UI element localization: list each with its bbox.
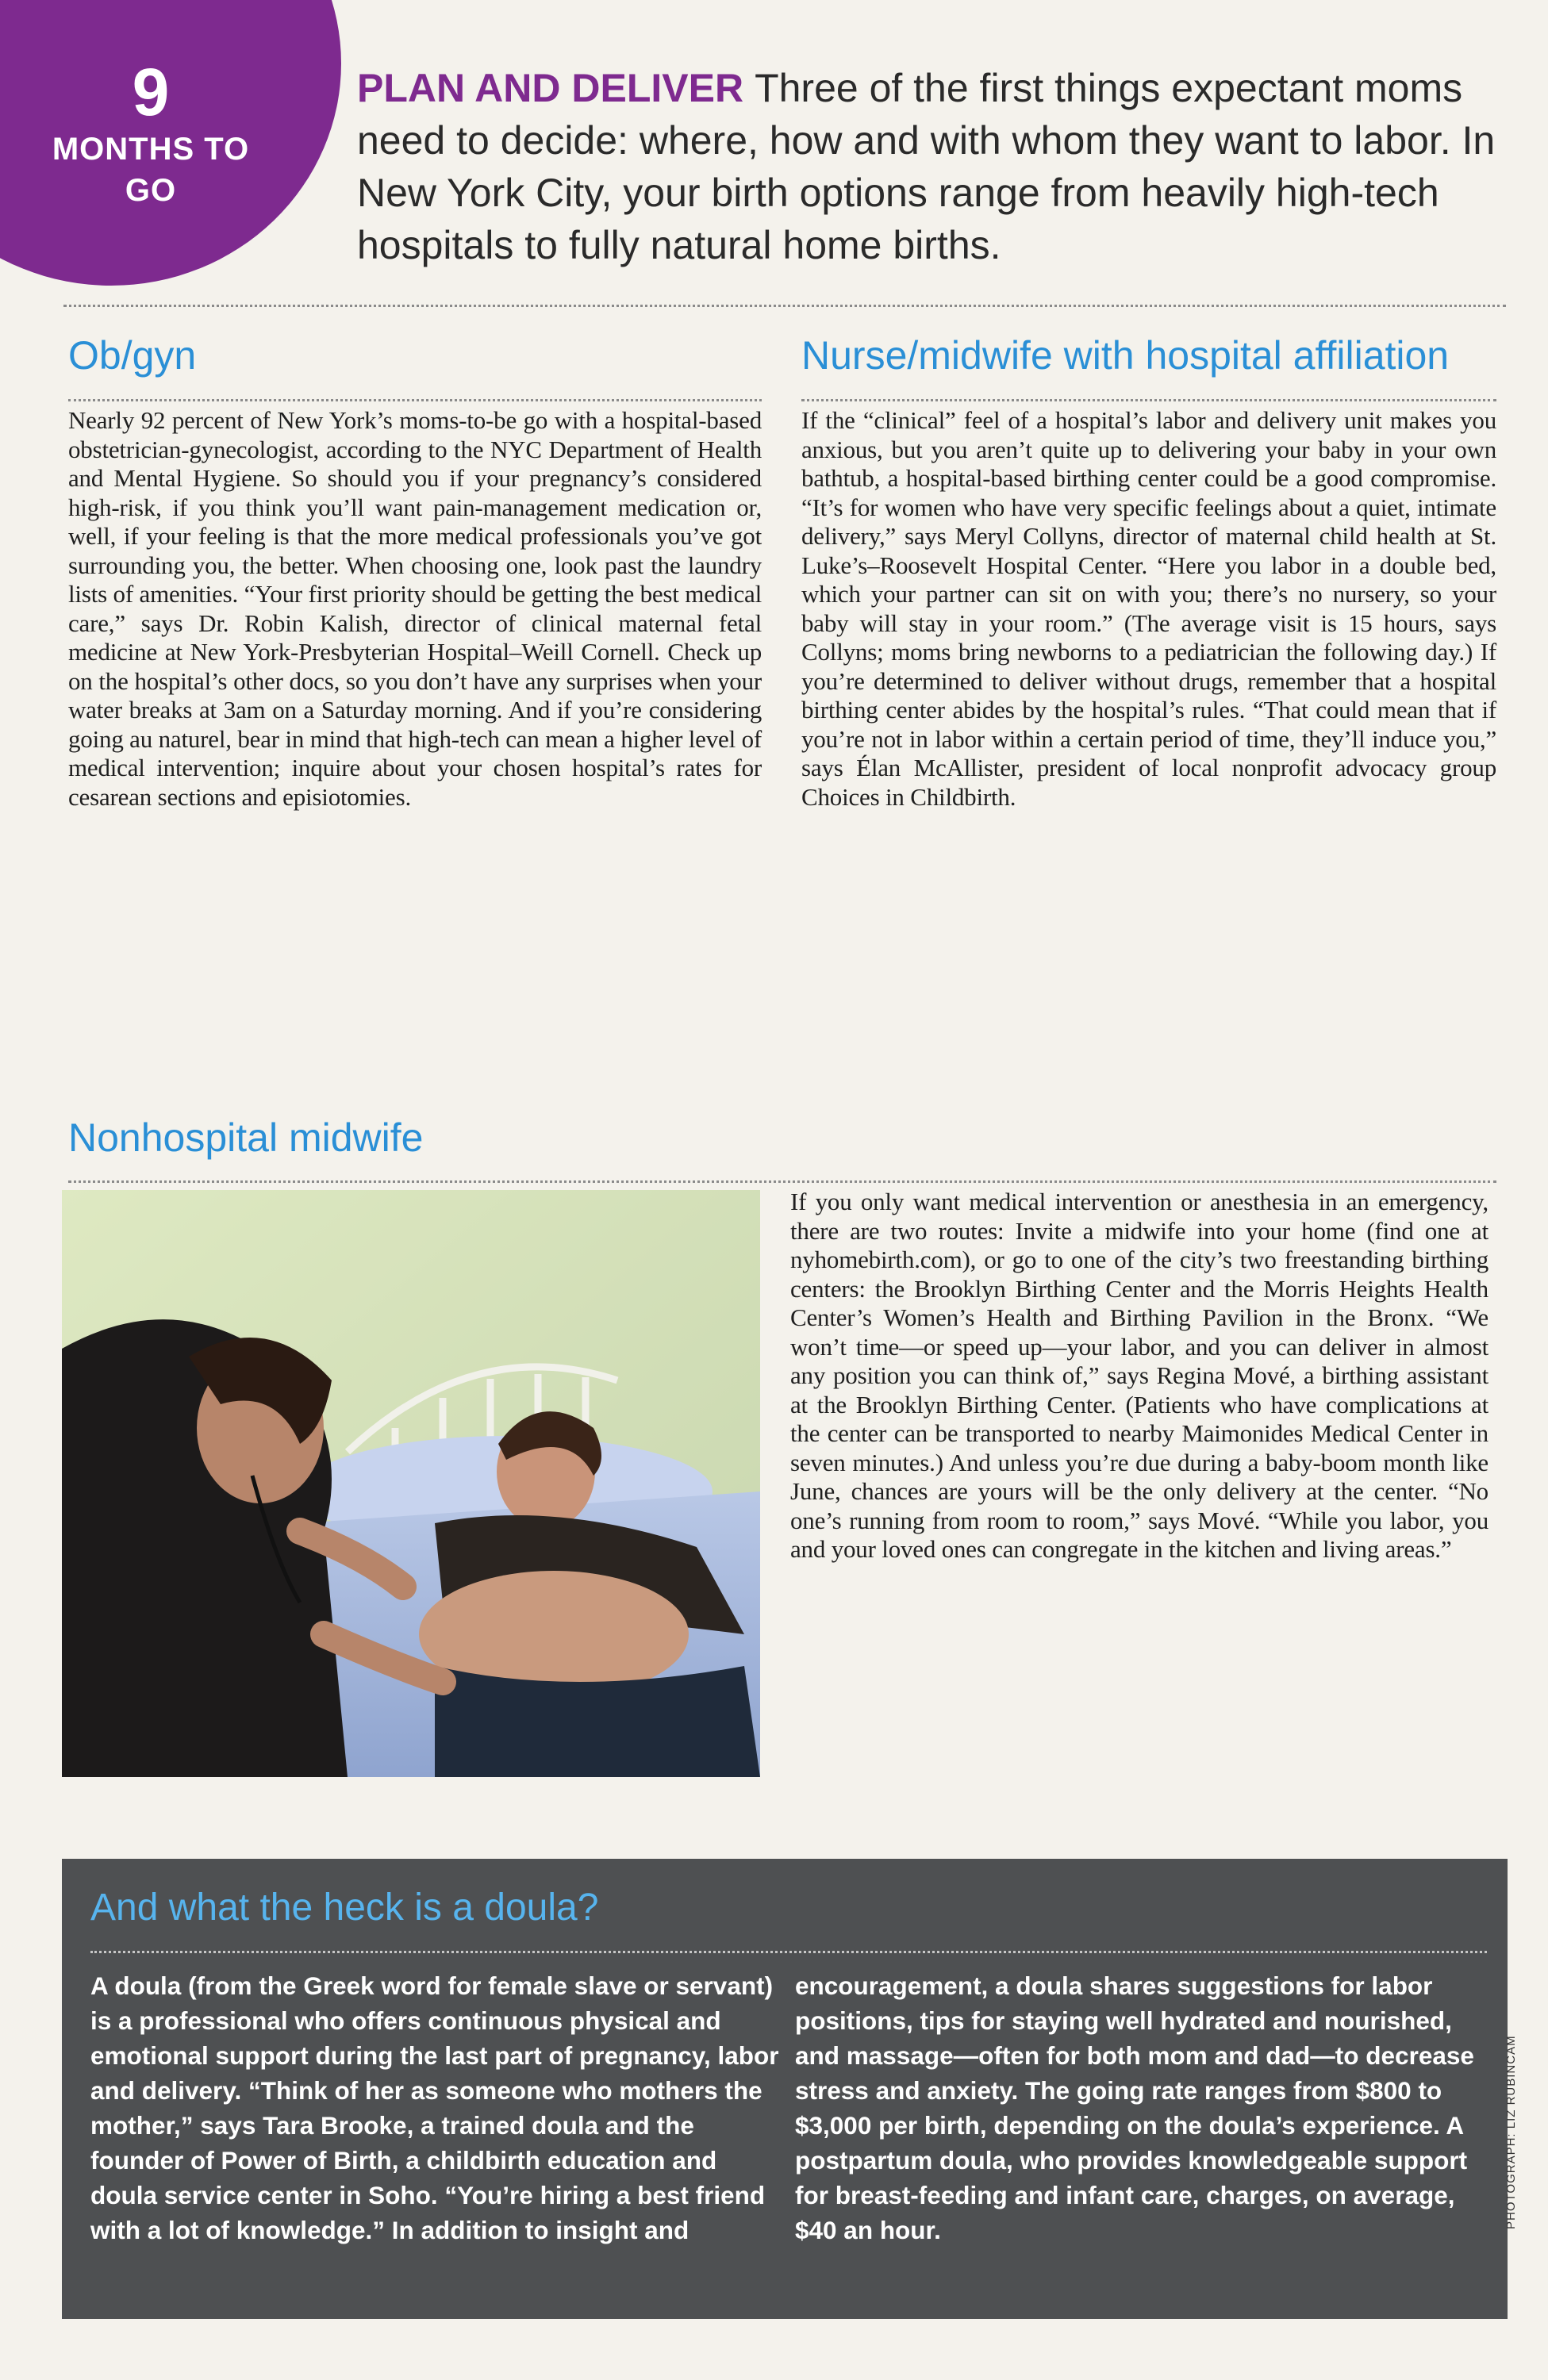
badge-label: MONTHS TO GO (52, 132, 250, 208)
midwife-exam-photo (62, 1190, 760, 1777)
nurse-midwife-body: If the “clinical” feel of a hospital’s labor and delivery unit makes you anxious, but you aren’t quite up to delivering your baby in your own bathtub, a hospital-based birthing center could be a good compromise. “It’s for women who have very specific feelings about a quiet, intimate delivery,” says Meryl Collyns, director of maternal child health at St. Luke’s–Roosevelt Hospital Center. “Here you labor in a double bed, which your partner can sit on with you; there’s no nursery, so your baby will stay in your room.” (The average visit is 15 hours, says Collyns; moms bring newborns to a pediatrician the following day.) If you’re determined to deliver without drugs, remember that a hospital birthing center abides by the hospital’s rules. “That could mean that if you’re not in labor within a certain period of time, they’ll induce you,” says Élan McAllister, president of local nonprofit advocacy group Choices in Childbirth. (801, 406, 1496, 811)
intro-paragraph (357, 62, 1515, 271)
photo-credit: PHOTOGRAPH: LIZ RUBINCAM (1504, 2035, 1518, 2229)
sidebar-column-2: encouragement, a doula shares suggestions for labor positions, tips for staying well hydrated and nourished, and massage—often for both mom and dad—to decrease stress and anxiety. The going rate ranges from $800 to $3,000 per birth, depending on the doula’s experience. A postpartum doula, who provides knowledgeable support for breast-feeding and infant care, charges, on average, $40 an hour. (795, 1971, 1474, 2244)
intro-kicker: PLAN AND DELIVER (357, 66, 744, 110)
doula-sidebar (62, 1859, 1508, 2319)
obgyn-divider (68, 399, 762, 401)
sidebar-column-1: A doula (from the Greek word for female slave or servant) is a professional who offers continuous physical and emotional support during the last part of pregnancy, labor and delivery. “Think of her as someone who mothers the mother,” says Tara Brooke, a trained doula and the founder of Power of Birth, a childbirth education and doula service center in Soho. “You’re hiring a best friend with a lot of knowledge.” In addition to insight and (90, 1971, 779, 2244)
obgyn-body: Nearly 92 percent of New York’s moms-to-be go with a hospital-based obstetrician-gynecologist, according to the NYC Department of Health and Mental Hygiene. So should you if your pregnancy’s considered high-risk, if you think you’ll want pain-management medication or, well, if your feeling is that the more medical professionals you’ve got surrounding you, the better. When choosing one, look past the laundry lists of amenities. “Your first priority should be getting the best medical care,” says Dr. Robin Kalish, director of clinical maternal fetal medicine at New York-Presbyterian Hospital–Weill Cornell. Check up on the hospital’s other docs, so you don’t have any surprises when your water breaks at 3am on a Saturday morning. And if you’re considering going au naturel, bear in mind that high-tech can mean a higher level of medical intervention; inquire about your chosen hospital’s rates for cesarean sections and episiotomies. (68, 406, 762, 811)
months-badge-text (48, 56, 254, 211)
badge-number: 9 (132, 55, 170, 129)
nurse-midwife-divider (801, 399, 1496, 401)
nonhospital-divider (68, 1180, 1496, 1183)
photo-illustration (62, 1190, 760, 1777)
intro-divider (63, 305, 1506, 307)
sidebar-heading: And what the heck is a doula? (90, 1887, 599, 1929)
nurse-midwife-heading: Nurse/midwife with hospital affiliation (801, 333, 1450, 378)
sidebar-divider (90, 1951, 1487, 1953)
obgyn-heading: Ob/gyn (68, 333, 197, 378)
nonhospital-body: If you only want medical intervention or anesthesia in an emergency, there are two routes: Invite a midwife into your home (find one at nyhomebirth.com), or go to one of the city’s two freestanding birthing centers: the Brooklyn Birthing Center and the Morris Heights Health Center’s Women’s Health and Birthing Pavilion in the Bronx. “We won’t time—or speed up—your labor, and you can deliver in almost any position you can think of,” says Regina Mové, a birthing assistant at the Brooklyn Birthing Center. (Patients who have complications at the center can be transported to nearby Maimonides Medical Center in seven minutes.) And unless you’re due during a baby-boom month like June, chances are yours will be the only delivery at the center. “No one’s running from room to room,” says Mové. “While you labor, you and your loved ones can congregate in the kitchen and living areas.” (790, 1188, 1488, 1563)
intro-text: Three of the first things expectant moms need to decide: where, how and with whom they want to labor. In New York City, your birth options range from heavily high-tech hospitals to fully natural home births. (357, 66, 1496, 267)
nonhospital-heading: Nonhospital midwife (68, 1115, 424, 1160)
